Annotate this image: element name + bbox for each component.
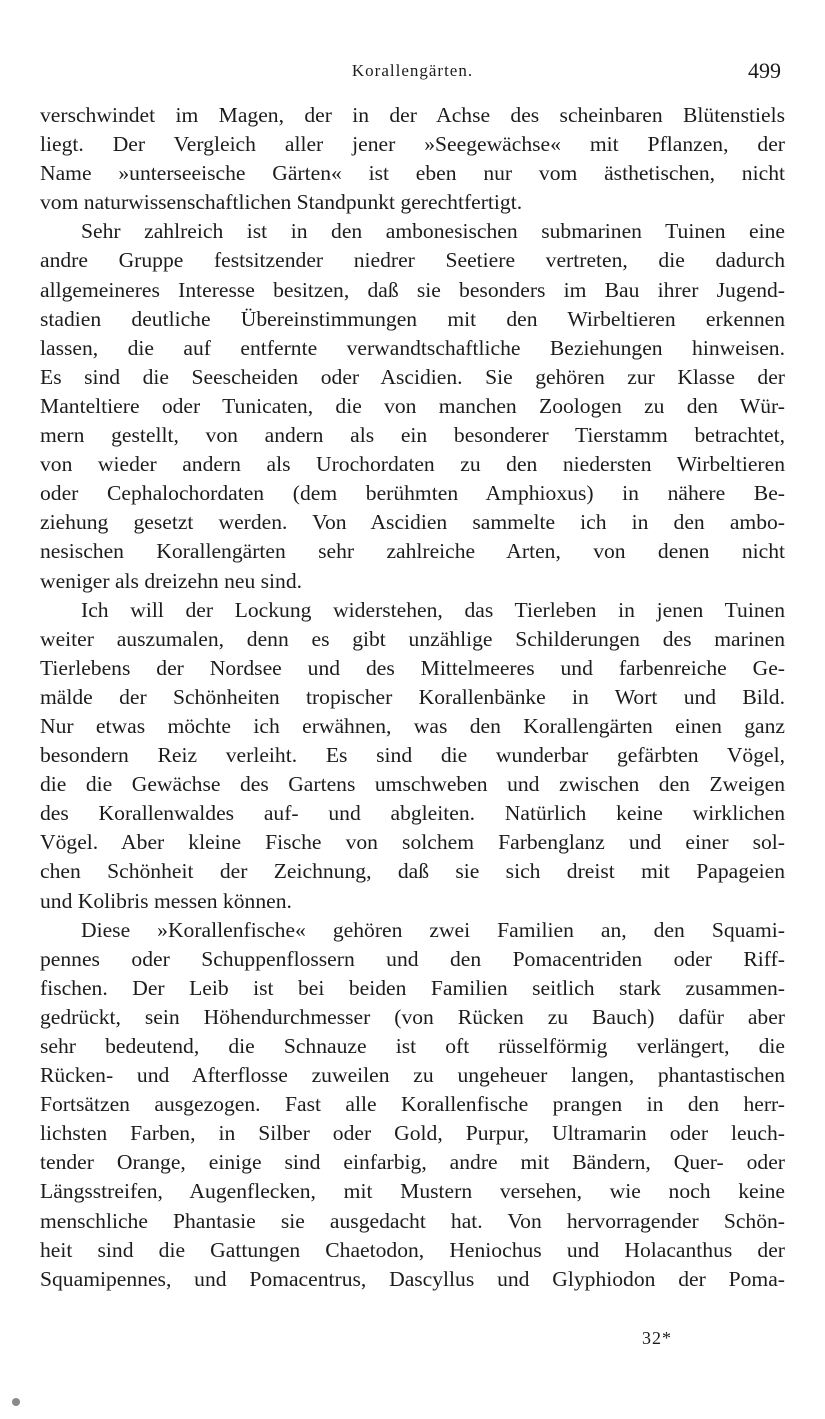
running-title: Korallengärten.	[351, 61, 474, 80]
text-line: lichsten Farben, in Silber oder Gold, Purpur, Ultramarin oder leuch-	[40, 1121, 785, 1146]
text-line: mern gestellt, von andern als ein besonderer Tierstamm betrachtet,	[40, 423, 785, 448]
text-line: Name »unterseeische Gärten« ist eben nur vom ästhetischen, nicht	[40, 161, 785, 186]
text-line: allgemeineres Interesse besitzen, daß sie besonders im Bau ihrer Jugend-	[40, 277, 785, 302]
text-line: Squamipennes, und Pomacentrus, Dascyllus und Glyphiodon der Poma-	[40, 1266, 785, 1291]
text-line: und Kolibris messen können.	[40, 888, 292, 913]
text-line: Ich will der Lockung widerstehen, das Tierleben in jenen Tuinen	[81, 597, 785, 622]
paragraph	[40, 217, 785, 595]
text-line: chen Schönheit der Zeichnung, daß sie sich dreist mit Papageien	[40, 859, 785, 884]
text-line: ziehung gesetzt werden. Von Ascidien sammelte ich in den ambo-	[40, 510, 785, 535]
text-line: sehr bedeutend, die Schnauze ist oft rüsselförmig verlängert, die	[40, 1034, 785, 1058]
text-line: Sehr zahlreich ist in den ambonesischen submarinen Tuinen eine	[81, 219, 785, 244]
text-line: Manteltiere oder Tunicaten, die von manchen Zoologen zu den Wür-	[40, 393, 785, 418]
text-line: Fortsätzen ausgezogen. Fast alle Korallenfische prangen in den herr-	[40, 1092, 785, 1117]
text-line: Nur etwas möchte ich erwähnen, was den Korallengärten einen ganz	[40, 713, 785, 738]
text-line: pennes oder Schuppenflossern und den Pomacentriden oder Riff-	[40, 946, 785, 971]
text-line: Vögel. Aber kleine Fische von solchem Farbenglanz und einer sol-	[40, 830, 785, 855]
text-line: gedrückt, sein Höhendurchmesser (von Rücken zu Bauch) dafür aber	[40, 1004, 785, 1029]
text-line: besondern Reiz verleiht. Es sind die wunderbar gefärbten Vögel,	[40, 743, 785, 768]
text-line: Längsstreifen, Augenflecken, mit Mustern versehen, wie noch keine	[40, 1179, 785, 1204]
text-line: oder Cephalochordaten (dem berühmten Amphioxus) in nähere Be-	[40, 481, 785, 506]
text-line: weniger als dreizehn neu sind.	[40, 568, 303, 593]
paragraph	[40, 916, 785, 1294]
text-line: die die Gewächse des Gartens umschweben und zwischen den Zweigen	[40, 772, 785, 797]
text-line: Diese »Korallenfische« gehören zwei Familien an, den Squami-	[81, 917, 785, 942]
text-line: Tierlebens der Nordsee und des Mittelmeeres und farbenreiche Ge-	[40, 655, 785, 680]
text-line: verschwindet im Magen, der in der Achse des scheinbaren Blütenstiels	[40, 103, 785, 127]
text-line: menschliche Phantasie sie ausgedacht hat. Von hervorragender Schön-	[40, 1208, 785, 1233]
text-line: fischen. Der Leib ist bei beiden Familien seitlich stark zusammen-	[40, 975, 785, 1000]
text-line: von wieder andern als Urochordaten zu den niedersten Wirbeltieren	[40, 452, 785, 477]
text-line: tender Orange, einige sind einfarbig, andre mit Bändern, Quer- oder	[40, 1150, 785, 1175]
text-line: mälde der Schönheiten tropischer Korallenbänke in Wort und Bild.	[40, 684, 785, 709]
body-text	[40, 101, 785, 1294]
paragraph	[40, 596, 785, 916]
text-line: stadien deutliche Übereinstimmungen mit den Wirbeltieren erkennen	[40, 306, 785, 331]
text-line: Es sind die Seescheiden oder Ascidien. Sie gehören zur Klasse der	[40, 364, 785, 389]
paragraph	[40, 101, 785, 217]
text-line: vom naturwissenschaftlichen Standpunkt gerechtfertigt.	[40, 190, 523, 215]
running-head	[40, 58, 785, 88]
text-line: weiter auszumalen, denn es gibt unzählige Schilderungen des marinen	[40, 626, 785, 651]
text-line: liegt. Der Vergleich aller jener »Seegewächse« mit Pflanzen, der	[40, 132, 785, 157]
text-line: andre Gruppe festsitzender niedrer Seetiere vertreten, die dadurch	[40, 248, 785, 273]
scan-speck	[12, 1398, 20, 1406]
text-line: heit sind die Gattungen Chaetodon, Heniochus und Holacanthus der	[40, 1237, 785, 1262]
text-line: des Korallenwaldes auf- und abgleiten. Natürlich keine wirklichen	[40, 801, 785, 826]
text-line: lassen, die auf entfernte verwandtschaftliche Beziehungen hinweisen.	[40, 335, 785, 360]
text-line: nesischen Korallengärten sehr zahlreiche Arten, von denen nicht	[40, 539, 785, 564]
signature-mark: 32*	[642, 1328, 672, 1348]
page-number: 499	[748, 58, 781, 83]
text-line: Rücken- und Afterflosse zuweilen zu ungeheuer langen, phantastischen	[40, 1063, 785, 1088]
